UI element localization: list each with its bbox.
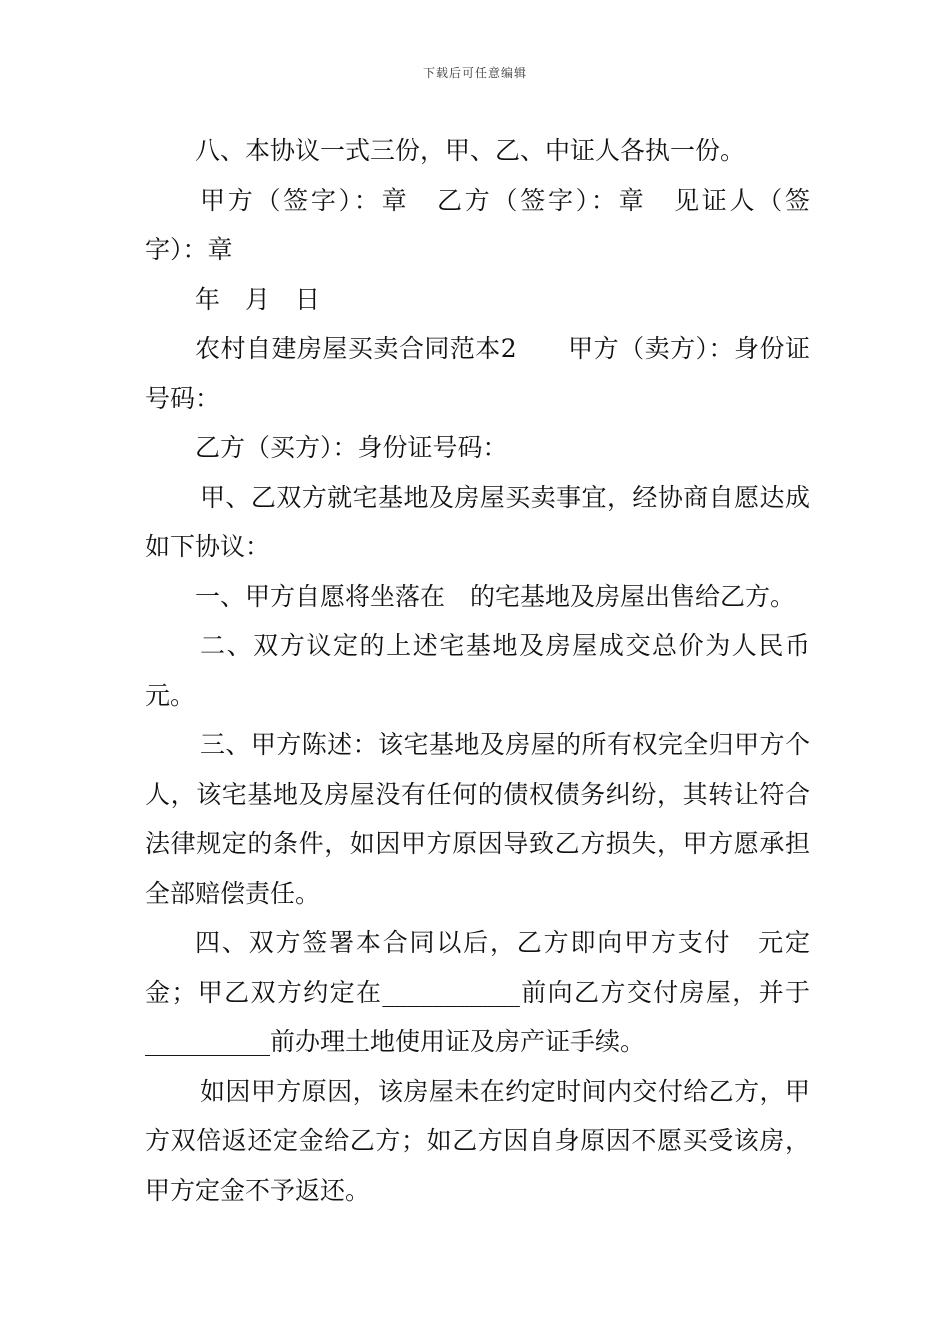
- paragraph-deposit-terms: 如因甲方原因，该房屋未在约定时间内交付给乙方，甲方双倍返还定金给乙方；如乙方因自身原因不愿买受该房，甲方定金不予返还。: [145, 1076, 810, 1205]
- page-header-note: 下载后可任意编辑: [422, 66, 527, 80]
- paragraph-clause-four: 四、双方签署本合同以后，乙方即向甲方支付 元定金；甲乙双方约定在___________前向乙方交付房屋，并于__________前办理土地使用证及房产证手续。: [145, 928, 810, 1056]
- paragraph-copies-clause: 八、本协议一式三份，甲、乙、中证人各执一份。: [195, 136, 746, 165]
- paragraph-signatures: 甲方（签字）：章 乙方（签字）：章 见证人（签字）：章: [145, 185, 810, 264]
- paragraph-clause-two: 二、双方议定的上述宅基地及房屋成交总价为人民币元。: [145, 631, 810, 710]
- paragraph-clause-one: 一、甲方自愿将坐落在 的宅基地及房屋出售给乙方。: [195, 581, 796, 611]
- paragraph-date: 年 月 日: [195, 284, 321, 314]
- paragraph-buyer: 乙方（买方）：身份证号码：: [195, 433, 508, 462]
- paragraph-clause-three: 三、甲方陈述：该宅基地及房屋的所有权完全归甲方个人，该宅基地及房屋没有任何的债权债务纠纷，其转让符合法律规定的条件，如因甲方原因导致乙方损失，甲方愿承担全部赔偿责任。: [145, 730, 810, 908]
- document-body: [145, 126, 810, 1215]
- paragraph-agreement-intro: 甲、乙双方就宅基地及房屋买卖事宜，经协商自愿达成如下协议：: [145, 482, 810, 561]
- paragraph-contract-title-seller: 农村自建房屋买卖合同范本2 甲方（卖方）：身份证号码：: [145, 334, 810, 413]
